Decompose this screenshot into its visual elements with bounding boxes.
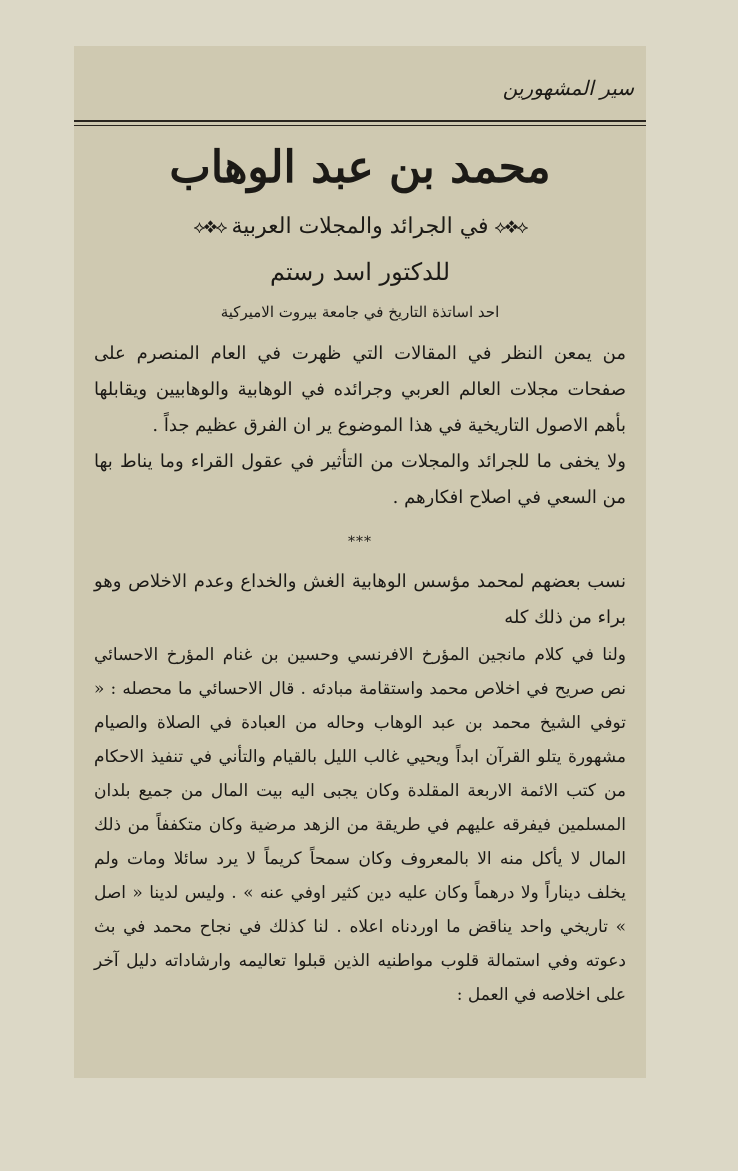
article-subtitle-line <box>74 212 646 243</box>
section-separator: *** <box>348 534 372 550</box>
author-affiliation: احد اساتذة التاريخ في جامعة بيروت الاميركية <box>220 303 500 321</box>
book-page <box>74 46 646 1078</box>
article-subtitle: في الجرائد والمجلات العربية <box>231 214 489 239</box>
paragraph-press: ولا يخفى ما للجرائد والمجلات من التأثير في عقول القراء وما يناط بها من السعي في اصلاح افكارهم . <box>94 451 626 508</box>
ornament-icon: ⟡❖⟡ <box>494 217 527 238</box>
author-line: للدكتور اسد رستم <box>269 258 451 286</box>
header-rule <box>74 120 646 122</box>
series-heading: سير المشهورين <box>502 76 634 100</box>
article-title: محمد بن عبد الوهاب <box>169 142 551 193</box>
paragraph-quotation: ولنا في كلام مانجين المؤرخ الافرنسي وحسين بن غنام المؤرخ الاحسائي نص صريح في اخلاص محمد واستقامة مبادئه . قال الاحسائي ما محصله : « توفي الشيخ محمد بن عبد الوهاب وحاله من العبادة في الصلاة والصيام مشهورة يتلو القرآن ابداً ويحيي غالب الليل بالقيام والتأني في تنفيذ الاحكام من كتب الائمة الاربعة المقلدة وكان يجبى اليه بيت المال من جميع بلدان المسلمين فيفرقه عليهم في طريقة من الزهد مرضية وكان متكففاً من ذلك المال لا يأكل منه الا بالمعروف وكان سمحاً كريماً لا يرد سائلا ومات ولم يخلف ديناراً ولا درهماً وكان عليه دين كثير اوفي عنه » . وليس لدينا « اصل » تاريخي واحد يناقض ما اوردناه اعلاه . لنا كذلك في نجاح محمد في بث دعوته وفي استمالة قلوب مواطنيه الذين قبلوا تعاليمه وارشاداته دليل آخر على اخلاصه في العمل : <box>94 645 626 1005</box>
paragraph-accusation: نسب بعضهم لمحمد مؤسس الوهابية الغش والخداع وعدم الاخلاص وهو براء من ذلك كله <box>94 571 626 628</box>
ornament-icon: ⟡❖⟡ <box>193 217 226 238</box>
paragraph-intro: من يمعن النظر في المقالات التي ظهرت في العام المنصرم على صفحات مجلات العالم العربي وجرائده في الوهابية والوهابيين ويقابلها بأهم الاصول التاريخية في هذا الموضوع ير ان الفرق عظيم جداً . <box>94 343 626 436</box>
header-rule-thin <box>74 125 646 126</box>
